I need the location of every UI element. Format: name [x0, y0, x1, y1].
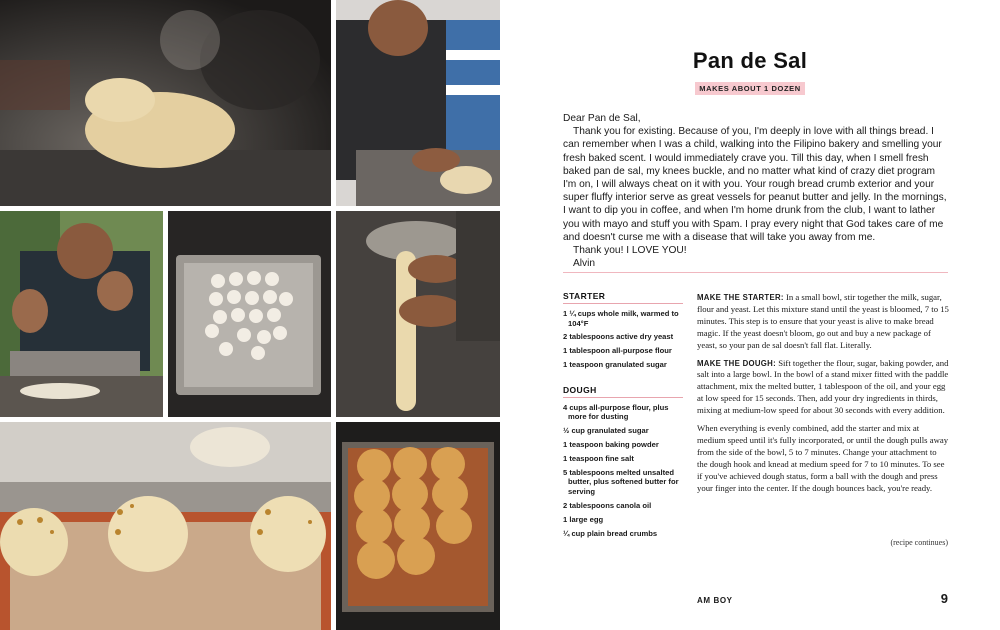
step-knead: When everything is evenly combined, add the starter and mix at medium speed until it's fully incorporated, or until the dough pulls away from the side of the bowl, 5 to 7 minutes. Change your attachment to the dough hook and knead at medium speed for 7 to 10 minutes. To see if you've achieved dough status, form a ball with the dough and press your finger into the center. If the dough bounces back, you're ready. — [697, 423, 949, 493]
step-label: MAKE THE STARTER: — [697, 293, 784, 302]
list-item: 1 large egg — [563, 514, 604, 524]
recipe-continues-note: (recipe continues) — [890, 538, 948, 547]
step-dough — [697, 358, 949, 418]
starter-heading: STARTER — [563, 292, 683, 304]
method-steps — [697, 292, 949, 501]
photo-dough-kneading — [0, 0, 331, 206]
letter-signature: Alvin — [573, 258, 596, 270]
step-label: MAKE THE DOUGH: — [697, 358, 777, 368]
photo-rolling-log — [336, 211, 500, 417]
recipe-page — [500, 0, 1000, 630]
ingredients-list — [563, 292, 683, 542]
step-starter — [697, 292, 949, 352]
photo-chef-tossing — [0, 211, 163, 417]
list-item: 1 teaspoon granulated sugar — [563, 359, 667, 369]
list-item: 2 tablespoons active dry yeast — [563, 332, 674, 342]
list-item: 1 teaspoon baking powder — [563, 439, 659, 449]
dough-heading: DOUGH — [563, 386, 683, 398]
list-item: 4 cups all-purpose flour, plus more for dusting — [563, 402, 669, 422]
list-item: ½ cup granulated sugar — [563, 426, 649, 436]
list-item: 2 tablespoons canola oil — [563, 500, 652, 510]
photo-tray-dough-balls — [168, 211, 331, 417]
list-item: 5 tablespoons melted unsalted butter, plus softened butter for serving — [563, 467, 679, 497]
letter-closing: Thank you! I LOVE YOU! — [573, 245, 687, 257]
section-divider — [563, 272, 948, 273]
photo-crumb-coated-balls — [0, 422, 331, 630]
letter-body: Thank you for existing. Because of you, I'm deeply in love with all things bread. I can remember when I was a child, walking into the Filipino bakery and smelling your fresh baked scent. I would immediately crave you. Till this day, when I smell fresh baked pan de sal, my knees buckle, and no matter what kind of crazy diet program I'm on, I will always cheat on it with you. Your rough bread crumb exterior and your super fluffy interior serve as great vessels for peanut butter and jelly. In the mornings, I want to dip you in coffee, and when I'm home drunk from the club, I want to lather you with mayo and stuff you with Spam. I pray every night that God takes care of me and doesn't curse me with a disease that will take you away from me. — [563, 126, 947, 243]
yield-badge: MAKES ABOUT 1 DOZEN — [695, 82, 805, 95]
yield-badge-wrap — [500, 78, 1000, 96]
list-item: ¼ cup plain bread crumbs — [563, 528, 658, 538]
photo-chef-shaping — [336, 0, 500, 206]
headnote-letter — [563, 112, 949, 270]
list-item: 1 teaspoon fine salt — [563, 453, 634, 463]
step-text: In a small bowl, stir together the milk, sugar, flour and yeast. Let this mixture stand until the yeast is bloomed, 7 to 15 minutes. This step is to ensure that your yeast is alive to make bread magic. If the yeast doesn't bloom, go out and buy a new package of yeast, so your pan de sal doesn't fall flat. Literally. — [697, 292, 949, 350]
list-item: 1 tablespoon all-purpose flour — [563, 346, 672, 356]
letter-greeting: Dear Pan de Sal, — [563, 113, 641, 124]
list-item: 1 ¼ cups whole milk, warmed to 104°F — [563, 308, 679, 328]
recipe-title: Pan de Sal — [692, 48, 808, 73]
photo-baked-rolls — [336, 422, 500, 630]
step-text: Sift together the flour, sugar, baking powder, and salt into a large bowl. In the bowl of a stand mixer fitted with the paddle attachment, mix the melted butter, 1 tablespoon of the oil, and your egg at low speed for 15 seconds. Then, add your dry ingredients in thirds, mixing at medium-low speed for about 30 seconds with every addition. — [697, 357, 949, 416]
running-footer: AM BOY — [697, 596, 733, 605]
page-number: 9 — [940, 591, 948, 606]
